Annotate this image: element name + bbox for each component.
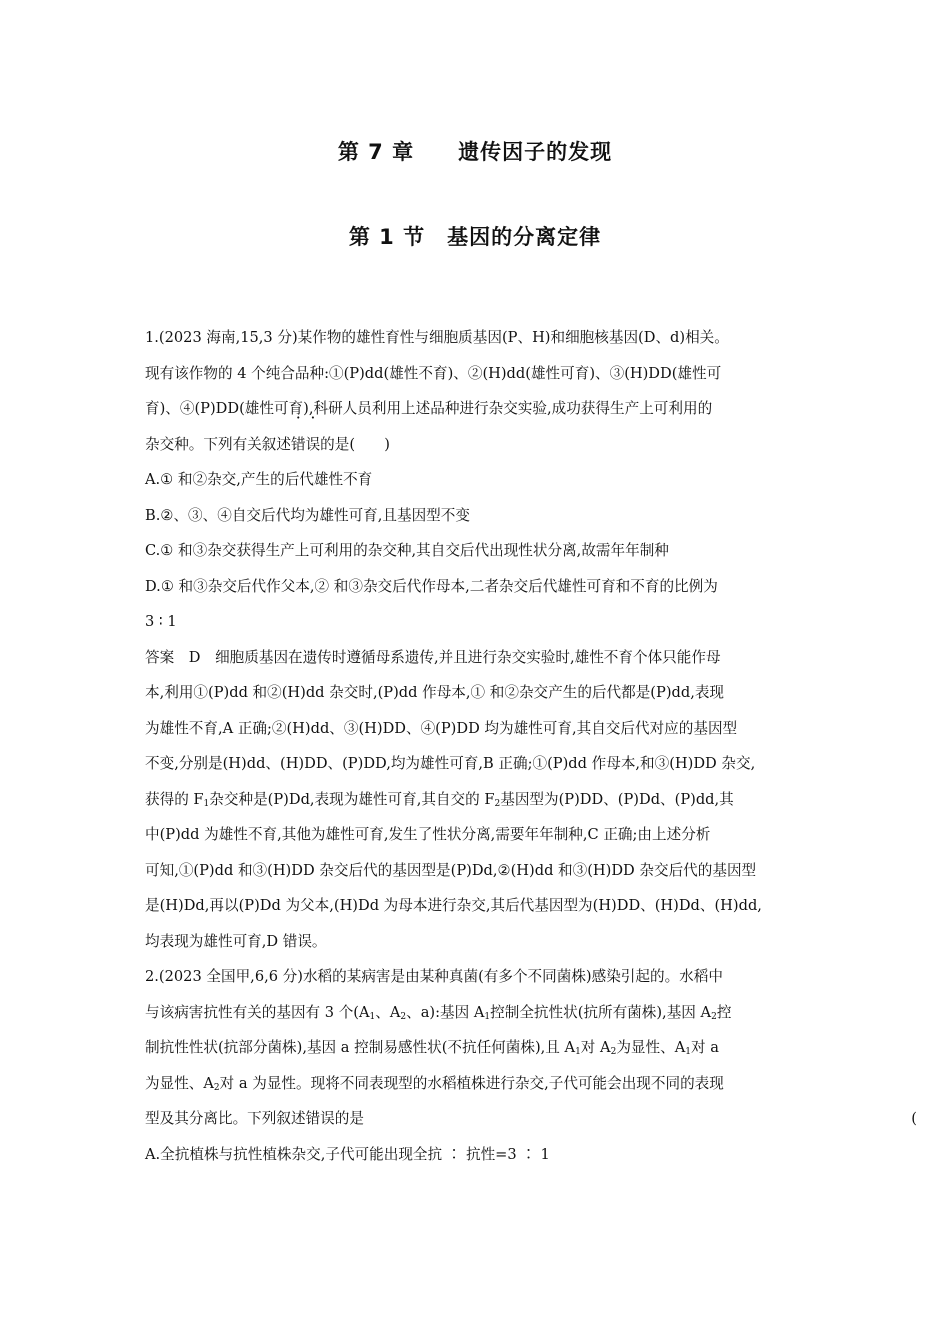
subscript: 2 (213, 1082, 220, 1093)
question-2-line-4 (145, 1066, 815, 1102)
answer-1-line-5-b: 杂交种是(P)Dd,表现为雄性可育,其自交的 F (209, 790, 495, 808)
question-1-line-4-pre: 杂交种。下列有关叙述 (145, 435, 291, 453)
answer-paren: ( (911, 1110, 917, 1127)
question-1-option-c: C.① 和③杂交获得生产上可利用的杂交种,其自交后代出现性状分离,故需年年制种 (145, 542, 669, 559)
subscript: 1 (369, 1011, 376, 1022)
question-2-line-5 (145, 1101, 917, 1137)
question-1-option-b: B.②、③、④自交后代均为雄性可育,且基因型不变 (145, 506, 470, 524)
question-2-line-3 (145, 1030, 815, 1066)
question-1-option-d-line-2: 3 ∶ 1 (145, 613, 177, 630)
text-run: 对 A (580, 1039, 611, 1056)
text-run: 控制全抗性状(抗所有菌株),基因 A (490, 1003, 712, 1021)
answer-1-line-9: 均表现为雄性可育,D 错误。 (145, 932, 327, 950)
document-body (145, 320, 917, 1172)
text-run: 对 a (690, 1039, 719, 1056)
question-1 (145, 320, 815, 640)
question-1-line-4-post: 的是( ) (320, 435, 390, 453)
text-run: 型及其分离比。下列叙述错误的是 (145, 1110, 364, 1127)
answer-1-line-6: 中(P)dd 为雄性不育,其他为雄性可育,发生了性状分离,需要年年制种,C 正确;由上述分析 (145, 826, 711, 843)
text-run: 控 (716, 1003, 732, 1021)
emphasis-mark-text: 错 (290, 435, 306, 453)
question-1-line-2: 现有该作物的 4 个纯合品种:①(P)dd(雄性不育)、②(H)dd(雄性可育)、③(H)DD(雄性可 (145, 364, 722, 382)
question-2 (145, 959, 917, 1172)
subscript: 2 (494, 798, 501, 809)
emphasis-mark-text: 误 (305, 435, 321, 453)
answer-1-line-5-c: 基因型为(P)DD、(P)Dd、(P)dd,其 (500, 790, 734, 808)
question-2-line-1: 2.(2023 全国甲,6,6 分)水稻的某病害是由某种真菌(有多个不同菌株)感染引起的。水稻中 (145, 968, 723, 985)
subscript: 1 (484, 1011, 491, 1022)
subscript: 2 (400, 1011, 407, 1022)
answer-1-line-7: 可知,①(P)dd 和③(H)DD 杂交后代的基因型是(P)Dd,②(H)dd 和③(H)DD 杂交后代的基因型 (145, 861, 757, 879)
question-2-line-2 (145, 995, 815, 1031)
answer-1-line-4: 不变,分别是(H)dd、(H)DD、(P)DD,均为雄性可育,B 正确;①(P)dd 作母本,和③(H)DD 杂交, (145, 755, 756, 772)
text-run: 与该病害抗性有关的基因有 3 个(A (145, 1003, 370, 1021)
text-run: 、A (375, 1003, 401, 1021)
answer-1-line-3: 为雄性不育,A 正确;②(H)dd、③(H)DD、④(P)DD 均为雄性可育,其自交后代对应的基因型 (145, 719, 738, 737)
answer-1-line-8: 是(H)Dd,再以(P)Dd 为父本,(H)Dd 为母本进行杂交,其后代基因型为(H)DD、(H)Dd、(H)dd, (145, 897, 762, 914)
answer-1-line-2: 本,利用①(P)dd 和②(H)dd 杂交时,(P)dd 作母本,① 和②杂交产生的后代都是(P)dd,表现 (145, 684, 725, 701)
answer-1-line-5 (145, 782, 815, 818)
answer-1-line-1: 答案 D 细胞质基因在遗传时遵循母系遗传,并且进行杂交实验时,雄性不育个体只能作母 (145, 648, 721, 666)
text-run: 制抗性性状(抗部分菌株),基因 a 控制易感性状(不抗任何菌株),且 A (145, 1039, 576, 1056)
subscript: 1 (685, 1047, 691, 1057)
subscript: 1 (575, 1047, 581, 1057)
answer-1 (145, 640, 815, 960)
text-run: 为显性、A (145, 1074, 214, 1092)
text-run: 为显性、A (616, 1039, 686, 1056)
question-1-line-1: 1.(2023 海南,15,3 分)某作物的雄性育性与细胞质基因(P、H)和细胞核基因(D、d)相关。 (145, 329, 729, 346)
text-run: 对 a 为显性。现将不同表现型的水稻植株进行杂交,子代可能会出现不同的表现 (219, 1074, 724, 1092)
answer-1-line-5-a: 获得的 F (145, 790, 204, 808)
text-run: 、a):基因 A (406, 1003, 485, 1021)
question-2-option-a: A.全抗植株与抗性植株杂交,子代可能出现全抗 ∶ 抗性=3 ∶ 1 (145, 1145, 550, 1163)
subscript: 2 (711, 1011, 717, 1022)
question-1-option-d-line-1: D.① 和③杂交后代作父本,② 和③杂交后代作母本,二者杂交后代雄性可育和不育的比例为 (145, 577, 718, 595)
question-1-option-a: A.① 和②杂交,产生的后代雄性不育 (145, 471, 373, 488)
question-1-line-4 (145, 427, 815, 463)
subscript: 1 (203, 798, 210, 809)
chapter-title: 第 7 章 遗传因子的发现 (337, 140, 613, 164)
section-title: 第 1 节 基因的分离定律 (348, 225, 602, 249)
subscript: 2 (610, 1047, 617, 1057)
question-1-line-3: 育)、④(P)DD(雄性可育),科研人员利用上述品种进行杂交实验,成功获得生产上可利用的 (145, 400, 713, 417)
